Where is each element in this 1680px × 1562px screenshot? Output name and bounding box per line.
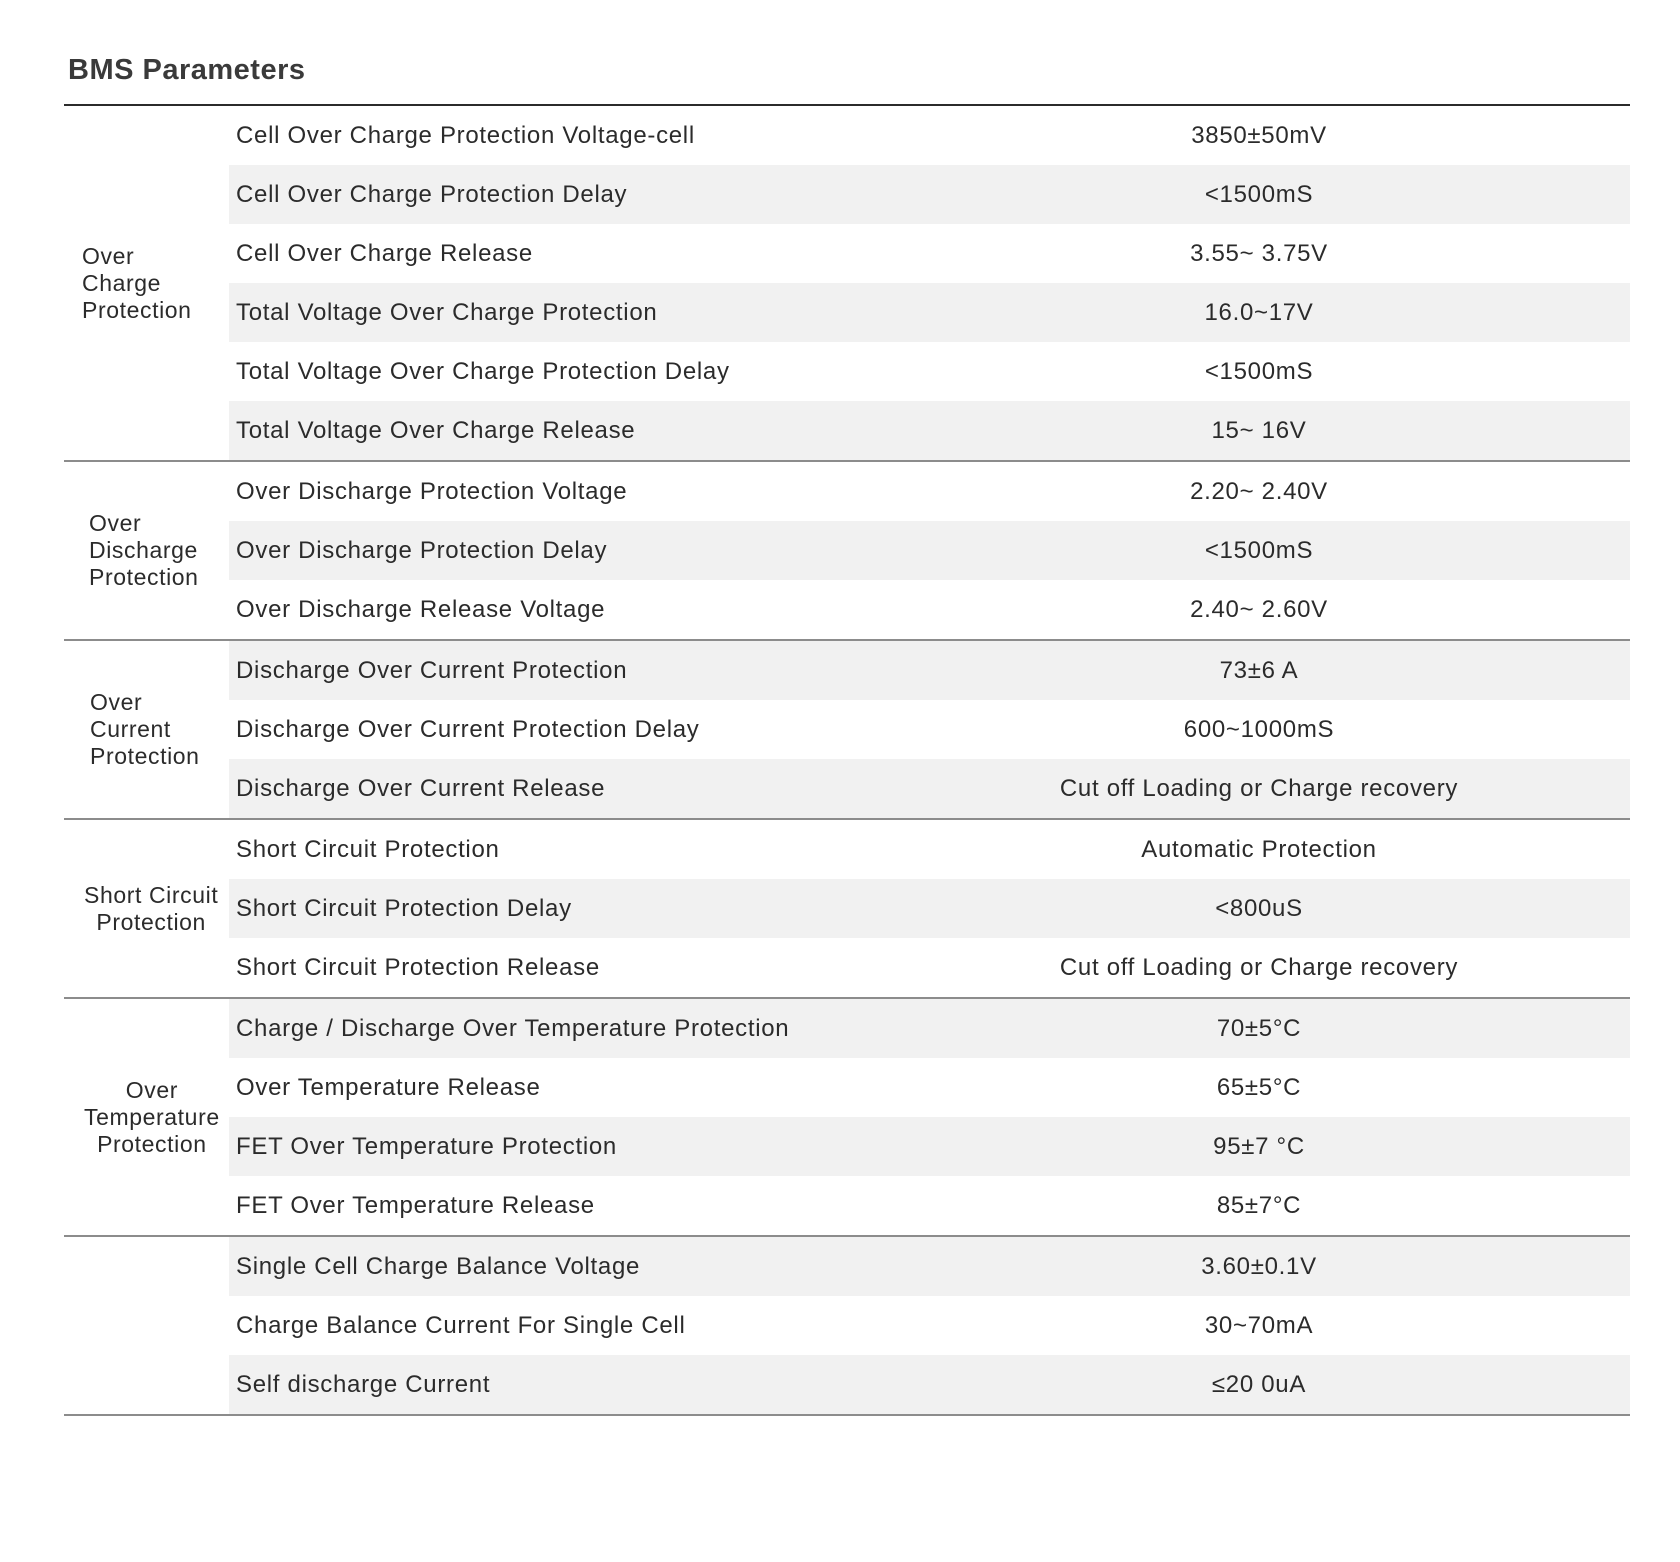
parameter-name: Over Discharge Protection Voltage bbox=[236, 477, 628, 505]
parameter-name: Discharge Over Current Protection Delay bbox=[236, 715, 700, 743]
parameter-value: 15~ 16V bbox=[1211, 416, 1307, 444]
group-label-text: Over Temperature Protection bbox=[84, 1076, 220, 1157]
table-row bbox=[229, 224, 1630, 283]
parameter-name: Over Discharge Protection Delay bbox=[236, 536, 608, 564]
parameter-value: <1500mS bbox=[1204, 536, 1314, 564]
parameter-name: Short Circuit Protection bbox=[236, 835, 500, 863]
parameter-name: Total Voltage Over Charge Protection Delay bbox=[236, 357, 730, 385]
group-balance bbox=[64, 1237, 1630, 1416]
table-row bbox=[229, 999, 1630, 1058]
group-label bbox=[64, 462, 229, 639]
table-row bbox=[229, 1176, 1630, 1235]
parameter-name: Cell Over Charge Protection Delay bbox=[236, 180, 628, 208]
group-rows bbox=[229, 641, 1630, 818]
parameter-value: 73±6 A bbox=[1219, 656, 1299, 684]
group-label-text: Short Circuit Protection bbox=[84, 881, 219, 935]
parameter-name: Charge / Discharge Over Temperature Protection bbox=[236, 1014, 790, 1042]
parameter-value: 2.40~ 2.60V bbox=[1190, 595, 1328, 623]
parameter-name: FET Over Temperature Release bbox=[236, 1191, 595, 1219]
parameter-value: 65±5°C bbox=[1216, 1073, 1302, 1101]
table-row bbox=[229, 1237, 1630, 1296]
parameter-name: Total Voltage Over Charge Protection bbox=[236, 298, 658, 326]
parameter-value: 85±7°C bbox=[1216, 1191, 1302, 1219]
table-row bbox=[229, 1355, 1630, 1414]
group-label bbox=[64, 641, 229, 818]
parameter-value: 70±5°C bbox=[1216, 1014, 1302, 1042]
parameter-name: Short Circuit Protection Release bbox=[236, 953, 600, 981]
table-row bbox=[229, 283, 1630, 342]
table-row bbox=[229, 1117, 1630, 1176]
group-over-charge bbox=[64, 106, 1630, 462]
table-row bbox=[229, 700, 1630, 759]
table-row bbox=[229, 759, 1630, 818]
group-label bbox=[64, 999, 229, 1235]
parameter-name: Single Cell Charge Balance Voltage bbox=[236, 1252, 641, 1280]
table-row bbox=[229, 521, 1630, 580]
group-label bbox=[64, 1237, 229, 1414]
group-rows bbox=[229, 820, 1630, 997]
table-row bbox=[229, 1296, 1630, 1355]
parameter-value: 30~70mA bbox=[1204, 1311, 1314, 1339]
group-rows bbox=[229, 462, 1630, 639]
parameter-name: Discharge Over Current Release bbox=[236, 774, 606, 802]
parameter-name: FET Over Temperature Protection bbox=[236, 1132, 617, 1160]
parameter-name: Cell Over Charge Protection Voltage-cell bbox=[236, 121, 695, 149]
group-rows bbox=[229, 1237, 1630, 1414]
table-row bbox=[229, 580, 1630, 639]
parameter-name: Self discharge Current bbox=[236, 1370, 491, 1398]
group-over-discharge bbox=[64, 462, 1630, 641]
parameter-value: 16.0~17V bbox=[1204, 298, 1314, 326]
table-row bbox=[229, 106, 1630, 165]
parameter-value: 600~1000mS bbox=[1183, 715, 1335, 743]
group-label-text: Over Discharge Protection bbox=[89, 510, 199, 590]
parameter-name: Total Voltage Over Charge Release bbox=[236, 416, 636, 444]
parameter-name: Over Discharge Release Voltage bbox=[236, 595, 606, 623]
group-short-circuit bbox=[64, 820, 1630, 999]
parameter-name: Over Temperature Release bbox=[236, 1073, 541, 1101]
table-row bbox=[229, 462, 1630, 521]
parameter-value: <800uS bbox=[1215, 894, 1303, 922]
parameter-value: 3.55~ 3.75V bbox=[1190, 239, 1328, 267]
parameter-value: 2.20~ 2.40V bbox=[1190, 477, 1328, 505]
parameter-value: ≤20 0uA bbox=[1211, 1370, 1307, 1398]
table-row bbox=[229, 641, 1630, 700]
parameter-value: <1500mS bbox=[1204, 180, 1314, 208]
parameter-value: <1500mS bbox=[1204, 357, 1314, 385]
group-rows bbox=[229, 999, 1630, 1235]
parameter-name: Discharge Over Current Protection bbox=[236, 656, 628, 684]
table-row bbox=[229, 820, 1630, 879]
parameter-value: Cut off Loading or Charge recovery bbox=[1059, 774, 1459, 802]
group-over-current bbox=[64, 641, 1630, 820]
table-row bbox=[229, 342, 1630, 401]
group-rows bbox=[229, 106, 1630, 460]
table-row bbox=[229, 401, 1630, 460]
group-label bbox=[64, 106, 229, 460]
parameter-value: Cut off Loading or Charge recovery bbox=[1059, 953, 1459, 981]
group-label bbox=[64, 820, 229, 997]
table-row bbox=[229, 1058, 1630, 1117]
group-over-temperature bbox=[64, 999, 1630, 1237]
table-row bbox=[229, 879, 1630, 938]
parameter-value: 95±7 °C bbox=[1213, 1132, 1305, 1160]
parameter-value: 3.60±0.1V bbox=[1201, 1252, 1317, 1280]
group-label-text: Over Current Protection bbox=[90, 689, 200, 769]
parameter-name: Charge Balance Current For Single Cell bbox=[236, 1311, 686, 1339]
page-title: BMS Parameters bbox=[68, 54, 306, 86]
group-label-text: Over Charge Protection bbox=[82, 242, 192, 323]
table-row bbox=[229, 938, 1630, 997]
parameter-value: 3850±50mV bbox=[1191, 121, 1327, 149]
parameter-value: Automatic Protection bbox=[1141, 835, 1377, 863]
parameter-name: Cell Over Charge Release bbox=[236, 239, 533, 267]
parameter-name: Short Circuit Protection Delay bbox=[236, 894, 572, 922]
table-row bbox=[229, 165, 1630, 224]
